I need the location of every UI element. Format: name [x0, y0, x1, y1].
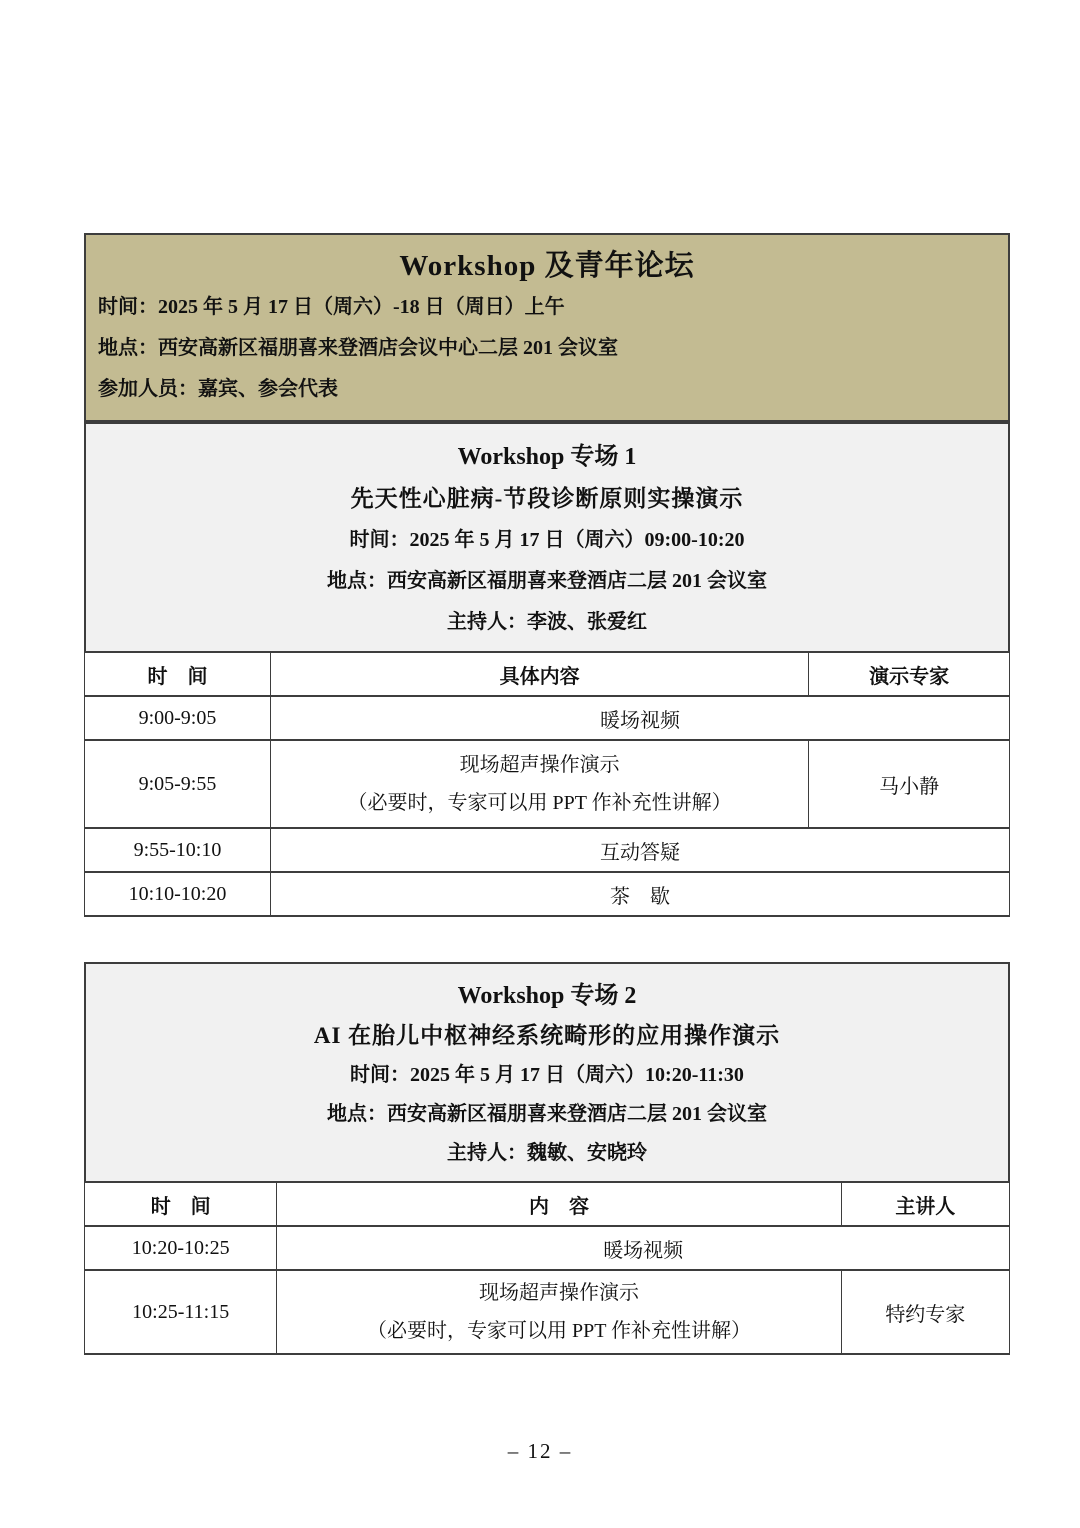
content-note: （必要时，专家可以用 PPT 作补充性讲解）	[347, 792, 732, 814]
session-1-subtitle: 先天性心脏病-节段诊断原则实操演示	[350, 486, 744, 511]
session-2-subtitle: AI 在胎儿中枢神经系统畸形的应用操作演示	[313, 1023, 781, 1048]
session-1-time: 时间：2025 年 5 月 17 日（周六）09:00-10:20	[349, 529, 745, 551]
session-2-hosts: 主持人：魏敏、安晓玲	[447, 1142, 647, 1164]
content-note: （必要时，专家可以用 PPT 作补充性讲解）	[366, 1320, 752, 1342]
session-1-title: Workshop 专场 1	[457, 444, 637, 470]
table-row	[85, 696, 1010, 740]
content-cell: 暖场视频	[270, 696, 1009, 740]
content-cell: 茶 歇	[270, 872, 1009, 916]
table-row	[85, 828, 1010, 872]
session-1-panel	[84, 422, 1010, 651]
speaker-cell: 马小静	[809, 740, 1010, 828]
session-2-schedule-table	[84, 1181, 1010, 1355]
time-cell: 10:25-11:15	[85, 1270, 277, 1354]
content-cell: 互动答疑	[270, 828, 1009, 872]
time-cell: 10:20-10:25	[85, 1226, 277, 1270]
session-2-title: Workshop 专场 2	[457, 983, 637, 1009]
col-header-speaker: 主讲人	[841, 1182, 1009, 1226]
content-cell	[277, 1270, 841, 1354]
section-spacer	[84, 917, 1010, 962]
session-2-time: 时间：2025 年 5 月 17 日（周六）10:20-11:30	[350, 1064, 744, 1086]
time-cell: 9:05-9:55	[85, 740, 271, 828]
speaker-cell: 特约专家	[841, 1270, 1009, 1354]
session-2-location: 地点：西安高新区福朋喜来登酒店二层 201 会议室	[327, 1103, 767, 1125]
content-main: 现场超声操作演示	[459, 754, 620, 776]
event-title: Workshop 及青年论坛	[399, 250, 695, 282]
content-cell	[270, 740, 808, 828]
event-location: 地点：西安高新区福朋喜来登酒店会议中心二层 201 会议室	[98, 337, 618, 359]
time-cell: 9:00-9:05	[85, 696, 271, 740]
time-cell: 10:10-10:20	[85, 872, 271, 916]
session-2-panel	[84, 962, 1010, 1181]
table-header-row	[85, 1182, 1010, 1226]
event-banner	[84, 233, 1010, 422]
col-header-speaker: 演示专家	[809, 652, 1010, 696]
table-row	[85, 1226, 1010, 1270]
col-header-time: 时 间	[85, 652, 271, 696]
content-main: 现场超声操作演示	[479, 1282, 640, 1304]
page-number: – 12 –	[507, 1439, 573, 1463]
col-header-content: 具体内容	[270, 652, 808, 696]
content-cell: 暖场视频	[277, 1226, 1010, 1270]
event-participants: 参加人员：嘉宾、参会代表	[98, 378, 338, 400]
session-1-location: 地点：西安高新区福朋喜来登酒店二层 201 会议室	[327, 570, 767, 592]
session-1-schedule-table	[84, 651, 1010, 917]
event-time: 时间：2025 年 5 月 17 日（周六）-18 日（周日）上午	[98, 296, 565, 318]
table-row	[85, 872, 1010, 916]
table-header-row	[85, 652, 1010, 696]
session-1-hosts: 主持人：李波、张爱红	[447, 611, 647, 633]
table-row	[85, 740, 1010, 828]
table-row	[85, 1270, 1010, 1354]
time-cell: 9:55-10:10	[85, 828, 271, 872]
col-header-content: 内 容	[277, 1182, 841, 1226]
col-header-time: 时 间	[85, 1182, 277, 1226]
document-page	[84, 233, 1010, 1464]
